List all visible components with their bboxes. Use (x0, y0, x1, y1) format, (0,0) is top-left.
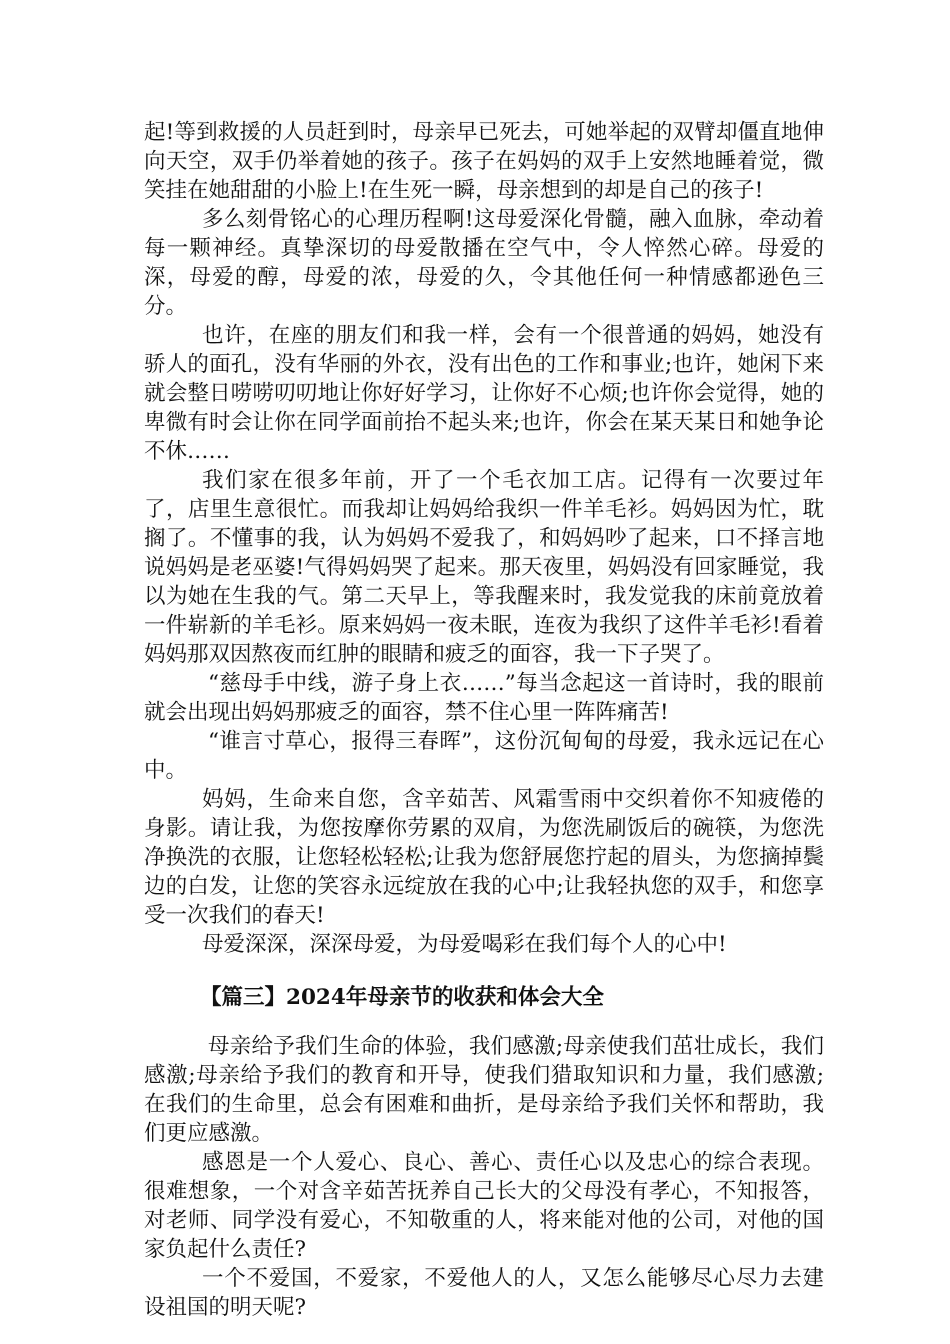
section-heading: 【篇三】2024年母亲节的收获和体会大全 (200, 985, 604, 1010)
spacer (144, 1012, 824, 1032)
paragraph: “慈母手中线，游子身上衣……”每当念起这一首诗时，我的眼前就会出现出妈妈那疲乏的面容，禁不住心里一阵阵痛苦! (144, 671, 824, 725)
spacer (144, 959, 824, 983)
paragraph: 一个不爱国，不爱家，不爱他人的人，又怎么能够尽心尽力去建设祖国的明天呢? (144, 1266, 824, 1320)
document-body (144, 118, 824, 1322)
paragraph: 感恩是一个人爱心、良心、善心、责任心以及忠心的综合表现。很难想象，一个对含辛茹苦抚养自己长大的父母没有孝心，不知报答，对老师、同学没有爱心，不知敬重的人，将来能对他的公司，对他的国家负起什么责任? (144, 1150, 824, 1262)
paragraph: 也许，在座的朋友们和我一样，会有一个很普通的妈妈，她没有骄人的面孔，没有华丽的外衣，没有出色的工作和事业;也许，她闲下来就会整日唠唠叨叨地让你好好学习，让你好不心烦;也许你会觉得，她的卑微有时会让你在同学面前抬不起头来;也许，你会在某天某日和她争论不休…… (144, 323, 824, 464)
paragraph: 起!等到救援的人员赶到时，母亲早已死去，可她举起的双臂却僵直地伸向天空，双手仍举着她的孩子。孩子在妈妈的双手上安然地睡着觉，微笑挂在她甜甜的小脸上!在生死一瞬，母亲想到的却是自己的孩子! (144, 120, 824, 203)
paragraph: 我们家在很多年前，开了一个毛衣加工店。记得有一次要过年了，店里生意很忙。而我却让妈妈给我织一件羊毛衫。妈妈因为忙，耽搁了。不懂事的我，认为妈妈不爱我了，和妈妈吵了起来，口不择言地说妈妈是老巫婆!气得妈妈哭了起来。那天夜里，妈妈没有回家睡觉，我以为她在生我的气。第二天早上，等我醒来时，我发觉我的床前竟放着一件崭新的羊毛衫。原来妈妈一夜未眠，连夜为我织了这件羊毛衫!看着妈妈那双因熬夜而红肿的眼睛和疲乏的面容，我一下子哭了。 (144, 468, 824, 667)
paragraph: 多么刻骨铭心的心理历程啊!这母爱深化骨髓，融入血脉，牵动着每一颗神经。真挚深切的母爱散播在空气中，令人悴然心碎。母爱的深，母爱的醇，母爱的浓，母爱的久，令其他任何一种情感都逊色三分。 (144, 207, 824, 319)
paragraph: 母亲给予我们生命的体验，我们感激;母亲使我们茁壮成长，我们感激;母亲给予我们的教育和开导，使我们猎取知识和力量，我们感激;在我们的生命里，总会有困难和曲折，是母亲给予我们关怀和帮助，我们更应感激。 (144, 1034, 824, 1146)
paragraph: “谁言寸草心，报得三春晖”，这份沉甸甸的母爱，我永远记在心中。 (144, 729, 824, 783)
paragraph: 妈妈，生命来自您，含辛茹苦、风霜雪雨中交织着你不知疲倦的身影。请让我，为您按摩你劳累的双肩，为您洗刷饭后的碗筷，为您洗净换洗的衣服，让您轻松轻松;让我为您舒展您拧起的眉头，为您摘掉鬓边的白发，让您的笑容永远绽放在我的心中;让我轻执您的双手，和您享受一次我们的春天! (144, 787, 824, 928)
paragraph: 母爱深深，深深母爱，为母爱喝彩在我们每个人的心中! (202, 932, 727, 957)
